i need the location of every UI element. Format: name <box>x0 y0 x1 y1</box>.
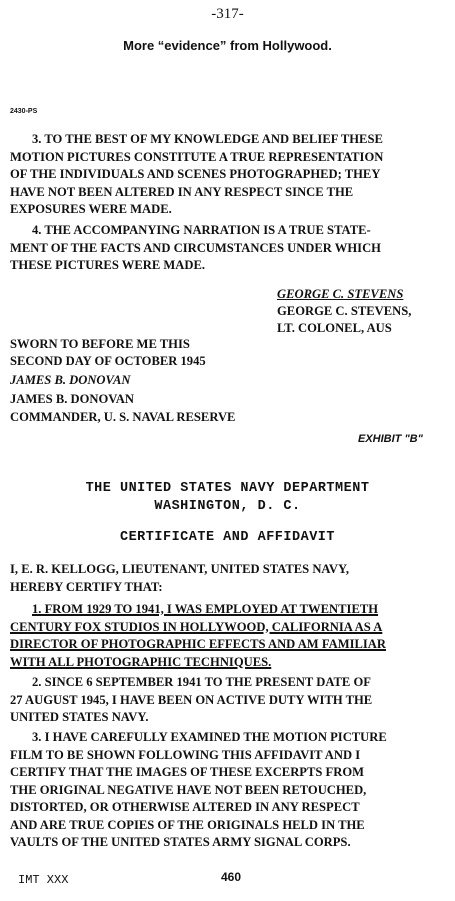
paragraph-4 <box>10 222 446 275</box>
exhibit-label: EXHIBIT "B" <box>358 433 423 445</box>
paragraph-line: 27 AUGUST 1945, I HAVE BEEN ON ACTIVE DUTY WITH THE <box>10 692 373 707</box>
stevens-signature: GEORGE C. STEVENS <box>277 287 404 301</box>
paragraph-line: HAVE NOT BEEN ALTERED IN ANY RESPECT SINCE THE <box>10 184 354 199</box>
paragraph-line: DIRECTOR OF PHOTOGRAPHIC EFFECTS AND AM FAMILIAR <box>10 637 386 651</box>
paragraph-line: MOTION PICTURES CONSTITUTE A TRUE REPRESENTATION <box>10 149 384 164</box>
paragraph-line: 1. FROM 1929 TO 1941, I WAS EMPLOYED AT TWENTIETH <box>32 602 379 616</box>
paragraph-line: WITH ALL PHOTOGRAPHIC TECHNIQUES. <box>10 654 272 669</box>
paragraph-line: 3. TO THE BEST OF MY KNOWLEDGE AND BELIEF THESE <box>32 132 383 146</box>
paragraph-3 <box>10 131 446 219</box>
paragraph-line: HEREBY CERTIFY THAT: <box>10 579 163 594</box>
page-heading: More “evidence” from Hollywood. <box>123 38 332 53</box>
donovan-name: JAMES B. DONOVAN <box>10 392 134 406</box>
certificate-item-2 <box>10 674 446 727</box>
donovan-signature: JAMES B. DONOVAN <box>10 373 131 387</box>
paragraph-line: AND ARE TRUE COPIES OF THE ORIGINALS HELD IN THE <box>10 817 365 832</box>
certificate-item-3 <box>10 729 446 852</box>
stevens-name: GEORGE C. STEVENS, <box>277 304 412 318</box>
paragraph-line: I, E. R. KELLOGG, LIEUTENANT, UNITED STATES NAVY, <box>10 562 350 576</box>
document-reference: 2430-PS <box>10 108 38 115</box>
paragraph-line: UNITED STATES NAVY. <box>10 710 149 724</box>
page-number: -317- <box>211 6 244 22</box>
paragraph-line: CENTURY FOX STUDIOS IN HOLLYWOOD, CALIFORNIA AS A <box>10 619 383 634</box>
paragraph-line: OF THE INDIVIDUALS AND SCENES PHOTOGRAPHED; THEY <box>10 167 381 181</box>
paragraph-line: 3. I HAVE CAREFULLY EXAMINED THE MOTION PICTURE <box>32 730 387 744</box>
sworn-line-1: SWORN TO BEFORE ME THIS <box>10 337 190 351</box>
paragraph-line: 2. SINCE 6 SEPTEMBER 1941 TO THE PRESENT DATE OF <box>32 675 371 689</box>
paragraph-line: DISTORTED, OR OTHERWISE ALTERED IN ANY RESPECT <box>10 800 360 814</box>
paragraph-line: MENT OF THE FACTS AND CIRCUMSTANCES UNDER WHICH <box>10 240 381 255</box>
footer-volume: IMT XXX <box>18 873 69 887</box>
navy-department-title: THE UNITED STATES NAVY DEPARTMENT <box>85 481 370 496</box>
paragraph-line: EXPOSURES WERE MADE. <box>10 202 172 216</box>
paragraph-line: THESE PICTURES WERE MADE. <box>10 258 206 272</box>
footer-page-number: 460 <box>221 870 242 884</box>
donovan-title: COMMANDER, U. S. NAVAL RESERVE <box>10 410 236 424</box>
certificate-title: CERTIFICATE AND AFFIDAVIT <box>119 530 336 545</box>
paragraph-line: THE ORIGINAL NEGATIVE HAVE NOT BEEN RETOUCHED, <box>10 782 367 797</box>
sworn-line-2: SECOND DAY OF OCTOBER 1945 <box>10 354 206 368</box>
certificate-intro <box>10 561 446 596</box>
paragraph-line: FILM TO BE SHOWN FOLLOWING THIS AFFIDAVIT AND I <box>10 747 361 762</box>
paragraph-line: CERTIFY THAT THE IMAGES OF THESE EXCERPTS FROM <box>10 765 365 779</box>
paragraph-line: 4. THE ACCOMPANYING NARRATION IS A TRUE STATE- <box>32 223 371 237</box>
paragraph-line: VAULTS OF THE UNITED STATES ARMY SIGNAL CORPS. <box>10 835 351 849</box>
navy-department-location: WASHINGTON, D. C. <box>154 499 301 514</box>
stevens-rank: LT. COLONEL, AUS <box>277 321 392 335</box>
certificate-item-1 <box>10 601 446 671</box>
